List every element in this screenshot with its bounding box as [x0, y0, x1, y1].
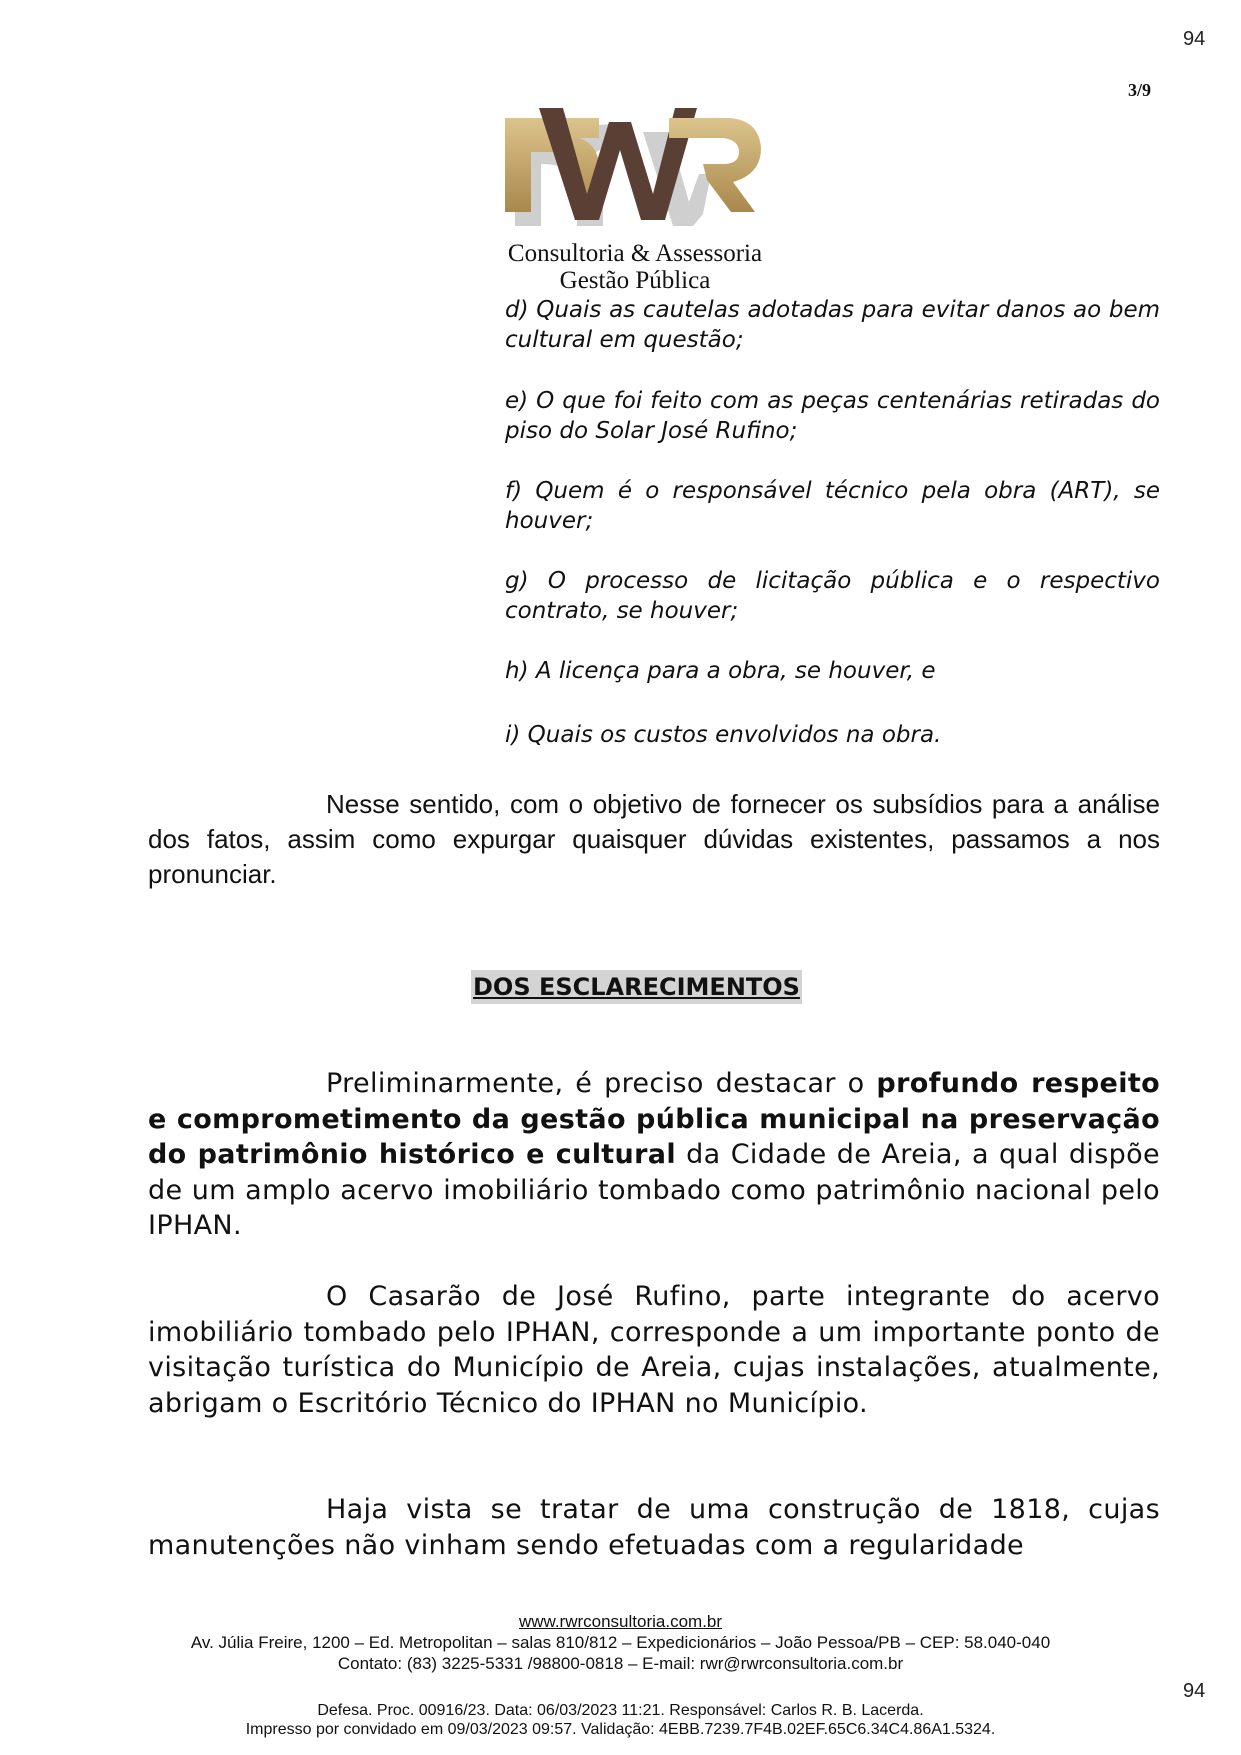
paragraph-prelim-part2: da Cidade de Areia, a qual dispõe de um amplo acervo imobiliário tombado como patrimônio nacional pelo IPHAN.	[148, 1139, 1160, 1241]
stamp-line1: Defesa. Proc. 00916/23. Data: 06/03/2023 11:21. Responsável: Carlos R. B. Lacerda.	[317, 1702, 924, 1719]
page-number-bottom: 94	[1183, 1680, 1206, 1702]
logo-tagline	[485, 240, 785, 294]
footer-address: Av. Júlia Freire, 1200 – Ed. Metropolitan – salas 810/812 – Expedicionários – João Pessoa/PB – CEP: 58.040-040	[190, 1633, 1051, 1652]
paragraph-intro-text: Nesse sentido, com o objetivo de fornecer os subsídios para a análise dos fatos, assim como expurgar quaisquer dúvidas existentes, passamos a nos pronunciar.	[148, 789, 1160, 889]
footer-contact: Contato: (83) 3225-5331 /98800-0818 – E-mail: rwr@rwrconsultoria.com.br	[337, 1654, 904, 1673]
paragraph-casarao	[148, 1279, 1160, 1421]
paragraph-prelim-part1: Preliminarmente, é preciso destacar o	[326, 1068, 877, 1099]
section-heading: DOS ESCLARECIMENTOS	[471, 970, 802, 1004]
paragraph-haja	[148, 1492, 1160, 1563]
list-item-g: g) O processo de licitação pública e o respectivo contrato, se houver;	[505, 568, 1160, 624]
validation-stamp	[0, 1701, 1241, 1739]
list-item-h: h) A licença para a obra, se houver, e	[505, 658, 936, 684]
list-item-d: d) Quais as cautelas adotadas para evitar danos ao bem cultural em questão;	[505, 297, 1160, 353]
paragraph-casarao-text: O Casarão de José Rufino, parte integrante do acervo imobiliário tombado pelo IPHAN, corresponde a um importante ponto de visitação turística do Município de Areia, cujas instalações, atualmente, abrigam o Escritório Técnico do IPHAN no Município.	[148, 1281, 1160, 1419]
paragraph-prelim-bold: profundo respeito e comprometimento da gestão pública municipal na preservação do patrimônio histórico e cultural	[148, 1068, 1160, 1170]
rwr-logo	[493, 104, 775, 234]
paragraph-prelim	[148, 1066, 1160, 1244]
list-item-f: f) Quem é o responsável técnico pela obra (ART), se houver;	[505, 478, 1160, 534]
footer-website-link[interactable]: www.rwrconsultoria.com.br	[518, 1612, 723, 1631]
page-fraction: 3/9	[1128, 80, 1152, 100]
paragraph-intro	[148, 787, 1160, 892]
footer	[0, 1611, 1241, 1674]
list-item-i: i) Quais os custos envolvidos na obra.	[505, 722, 942, 748]
stamp-line2: Impresso por convidado em 09/03/2023 09:57. Validação: 4EBB.7239.7F4B.02EF.65C6.34C4.86A1.5324.	[245, 1721, 996, 1738]
list-item-e: e) O que foi feito com as peças centenárias retiradas do piso do Solar José Rufino;	[505, 388, 1160, 444]
logo-tagline-line1: Consultoria & Assessoria	[507, 240, 763, 267]
paragraph-haja-text: Haja vista se tratar de uma construção de 1818, cujas manutenções não vinham sendo efetuadas com a regularidade	[148, 1494, 1160, 1561]
logo-tagline-line2: Gestão Pública	[559, 267, 711, 294]
page-number-top: 94	[1183, 28, 1206, 50]
